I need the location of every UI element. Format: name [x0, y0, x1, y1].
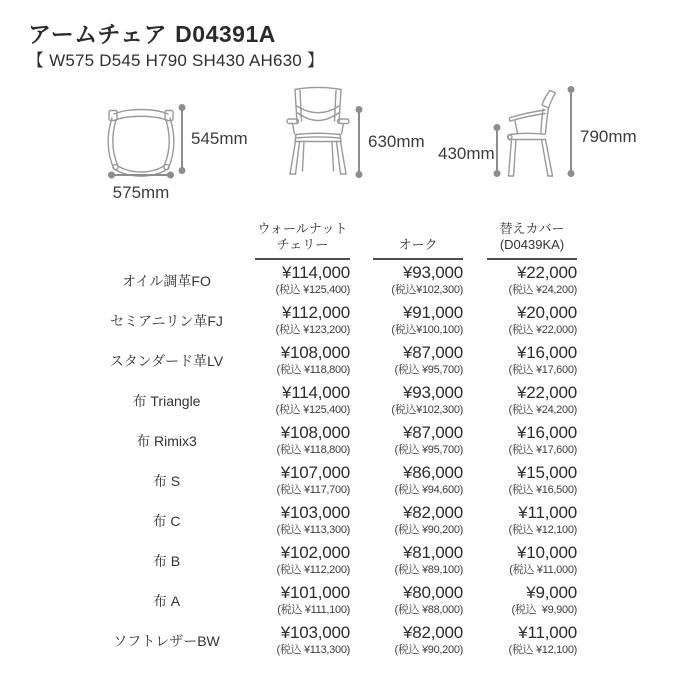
table-row: [0, 541, 700, 581]
price-value: ¥103,000: [280, 623, 350, 642]
price-value: ¥9,000: [526, 583, 577, 602]
price-cell: [255, 303, 350, 337]
tax-included-price: (税込 ¥118,800): [276, 444, 350, 456]
tax-included-price: (税込 ¥89,100): [394, 564, 463, 576]
price-cell: [487, 623, 577, 657]
product-code: D04391A: [175, 21, 276, 47]
row-label: ソフトレザーBW: [113, 633, 220, 649]
price-value: ¥108,000: [280, 423, 350, 442]
price-cell: [487, 543, 577, 577]
product-type: アームチェア: [28, 21, 168, 47]
price-value: ¥15,000: [516, 463, 577, 482]
row-label: スタンダード革LV: [109, 353, 224, 369]
dimension-line-arm-height: [358, 109, 360, 175]
tax-included-price: (税込 ¥117,700): [276, 484, 350, 496]
product-size-spec: 【 W575 D545 H790 SH430 AH630 】: [27, 51, 325, 70]
price-cell: [373, 383, 463, 417]
tax-included-price: (税込 ¥90,200): [394, 644, 463, 656]
table-row: [0, 341, 700, 381]
price-value: ¥81,000: [402, 543, 463, 562]
tax-included-price: (税込 ¥88,000): [394, 604, 463, 616]
tax-included-price: (税込 ¥9,900): [511, 604, 577, 616]
dimension-line-total-height: [570, 89, 572, 174]
table-row: [0, 461, 700, 501]
dimension-line-depth: [181, 107, 183, 171]
column-header-walnut-cherry: [255, 213, 350, 260]
price-cell: [373, 623, 463, 657]
tax-included-price: (税込 ¥95,700): [394, 364, 463, 376]
price-cell: [255, 503, 350, 537]
price-value: ¥108,000: [280, 343, 350, 362]
price-value: ¥16,000: [516, 343, 577, 362]
price-cell: [255, 463, 350, 497]
price-cell: [255, 263, 350, 297]
price-value: ¥102,000: [280, 543, 350, 562]
tax-included-price: (税込 ¥113,300): [276, 524, 350, 536]
price-cell: [255, 543, 350, 577]
tax-included-price: (税込 ¥123,200): [275, 324, 350, 336]
price-cell: [373, 423, 463, 457]
tax-included-price: (税込 ¥111,100): [277, 604, 350, 616]
dimension-line-width: [111, 174, 171, 176]
chair-top-view-icon: [104, 105, 178, 181]
price-value: ¥93,000: [402, 263, 463, 282]
price-value: ¥11,000: [518, 503, 577, 522]
row-label: セミアニリン革FJ: [110, 313, 223, 329]
dimension-label-total-height: 790mm: [580, 127, 637, 146]
price-value: ¥22,000: [516, 263, 577, 282]
tax-included-price: (税込 ¥113,300): [276, 644, 350, 656]
price-value: ¥22,000: [516, 383, 577, 402]
dimension-label-depth: 545mm: [191, 129, 248, 148]
chair-front-view-icon: [285, 86, 351, 176]
price-cell: [487, 463, 577, 497]
table-row: [0, 581, 700, 621]
row-label: 布 Triangle: [132, 393, 201, 409]
tax-included-price: (税込¥100,100): [391, 324, 463, 336]
column-header-oak: [373, 213, 463, 260]
price-value: ¥20,000: [516, 303, 577, 322]
price-cell: [487, 343, 577, 377]
row-label: オイル調革FO: [122, 273, 211, 289]
tax-included-price: (税込 ¥22,000): [508, 324, 577, 336]
tax-included-price: (税込 ¥17,600): [508, 364, 577, 376]
price-cell: [373, 503, 463, 537]
price-value: ¥86,000: [402, 463, 463, 482]
price-cell: [487, 583, 577, 617]
column-header-line1: オーク: [398, 237, 438, 252]
row-label: 布 S: [152, 473, 181, 489]
price-value: ¥16,000: [516, 423, 577, 442]
price-value: ¥93,000: [402, 383, 463, 402]
price-value: ¥101,000: [280, 583, 350, 602]
price-value: ¥112,000: [281, 303, 350, 322]
price-value: ¥10,000: [516, 543, 577, 562]
price-value: ¥114,000: [281, 263, 350, 282]
table-row: [0, 301, 700, 341]
tax-included-price: (税込 ¥112,200): [276, 564, 350, 576]
chair-side-view-icon: [505, 88, 563, 178]
tax-included-price: (税込 ¥17,600): [508, 444, 577, 456]
price-value: ¥91,000: [402, 303, 463, 322]
column-header-line1: 替えカバー: [499, 221, 565, 236]
price-table-body: [0, 261, 700, 661]
price-cell: [487, 263, 577, 297]
price-cell: [487, 503, 577, 537]
table-row: [0, 621, 700, 661]
tax-included-price: (税込 ¥94,600): [394, 484, 463, 496]
price-table-header: [0, 213, 700, 260]
column-header-line2: チェリー: [276, 237, 329, 252]
column-header-line1: ウォールナット: [257, 221, 348, 236]
column-header-line2: (D0439KA): [499, 237, 565, 252]
tax-included-price: (税込 ¥125,400): [275, 284, 350, 296]
tax-included-price: (税込¥102,300): [391, 404, 463, 416]
price-cell: [255, 423, 350, 457]
price-cell: [487, 383, 577, 417]
price-cell: [487, 303, 577, 337]
tax-included-price: (税込 ¥11,000): [509, 564, 577, 576]
row-label: 布 Rimix3: [136, 433, 197, 449]
dimension-label-arm-height: 630mm: [368, 132, 425, 151]
price-value: ¥103,000: [280, 503, 350, 522]
tax-included-price: (税込 ¥95,700): [394, 444, 463, 456]
price-cell: [255, 623, 350, 657]
price-cell: [487, 423, 577, 457]
dimension-label-width: 575mm: [112, 183, 170, 202]
row-label: 布 B: [152, 553, 181, 569]
price-cell: [373, 343, 463, 377]
dimension-line-seat-height: [496, 127, 498, 174]
column-header-replacement-cover: [487, 213, 577, 260]
tax-included-price: (税込 ¥12,100): [508, 524, 577, 536]
price-value: ¥80,000: [402, 583, 463, 602]
tax-included-price: (税込 ¥16,500): [508, 484, 577, 496]
price-value: ¥82,000: [402, 623, 463, 642]
tax-included-price: (税込 ¥24,200): [508, 404, 577, 416]
price-cell: [373, 463, 463, 497]
tax-included-price: (税込 ¥12,100): [508, 644, 577, 656]
tax-included-price: (税込 ¥125,400): [275, 404, 350, 416]
price-cell: [255, 383, 350, 417]
table-row: [0, 501, 700, 541]
price-value: ¥114,000: [281, 383, 350, 402]
table-row: [0, 421, 700, 461]
page-title: [28, 16, 276, 49]
price-cell: [373, 543, 463, 577]
price-value: ¥11,000: [518, 623, 577, 642]
price-value: ¥87,000: [402, 343, 463, 362]
price-value: ¥107,000: [280, 463, 350, 482]
price-cell: [373, 303, 463, 337]
price-cell: [373, 583, 463, 617]
row-label: 布 C: [152, 513, 181, 529]
tax-included-price: (税込¥102,300): [391, 284, 463, 296]
price-value: ¥82,000: [402, 503, 463, 522]
row-label: 布 A: [152, 593, 181, 609]
table-row: [0, 261, 700, 301]
price-cell: [373, 263, 463, 297]
tax-included-price: (税込 ¥24,200): [508, 284, 577, 296]
price-value: ¥87,000: [402, 423, 463, 442]
price-cell: [255, 343, 350, 377]
price-cell: [255, 583, 350, 617]
dimension-label-seat-height: 430mm: [438, 144, 495, 163]
table-row: [0, 381, 700, 421]
tax-included-price: (税込 ¥90,200): [394, 524, 463, 536]
tax-included-price: (税込 ¥118,800): [276, 364, 350, 376]
